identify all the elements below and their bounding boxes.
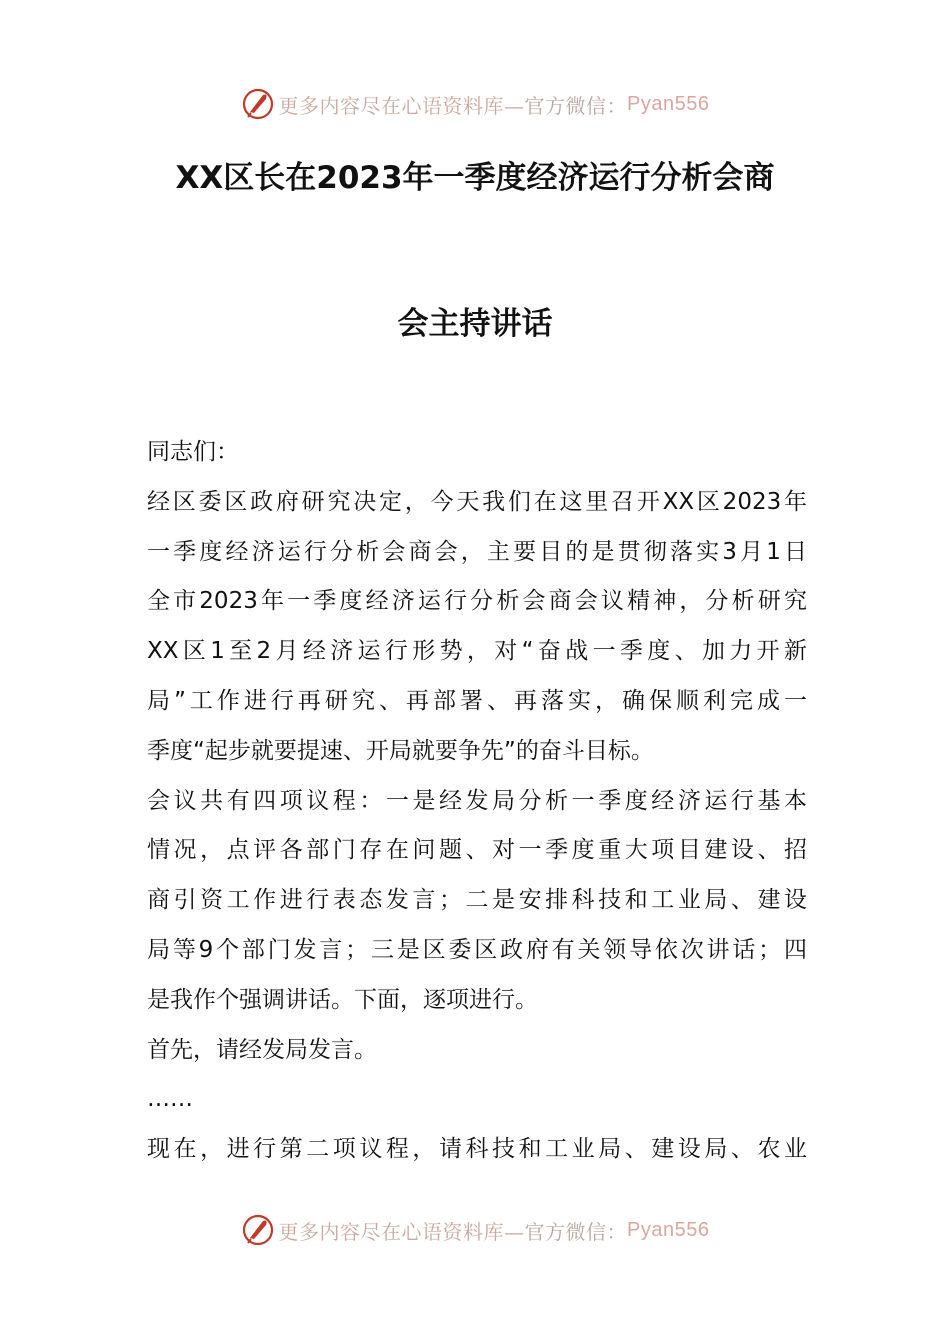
document-title-line-1: XX区长在2023年一季度经济运行分析会商 <box>175 160 775 196</box>
header-watermark <box>0 84 950 124</box>
body-line: 现在，进行第二项议程，请科技和工业局、建设局、农业 <box>147 1136 807 1163</box>
document-title-line-2: 会主持讲话 <box>397 306 553 342</box>
body-line: 经区委区政府研究决定，今天我们在这里召开XX区2023年 <box>147 488 807 515</box>
footer-watermark <box>0 1210 950 1250</box>
body-line: 是我作个强调讲话。下面，逐项进行。 <box>147 986 538 1013</box>
body-line: 局”工作进行再研究、再部署、再落实，确保顺利完成一 <box>147 687 807 714</box>
watermark-wechat-label: 官方微信： <box>524 1219 628 1244</box>
body-line: 全市2023年一季度经济运行分析会商会议精神，分析研究 <box>147 588 807 615</box>
body-line: 季度“起步就要提速、开局就要争先”的奋斗目标。 <box>147 737 654 764</box>
body-line: 局等9个部门发言；三是区委区政府有关领导依次讲话；四 <box>147 936 807 963</box>
body-line: 商引资工作进行表态发言；二是安排科技和工业局、建设 <box>147 887 807 914</box>
feather-pen-logo-icon <box>241 1213 275 1247</box>
watermark-wechat-label: 官方微信： <box>524 93 628 118</box>
body-line: 同志们： <box>147 439 239 465</box>
body-line: 一季度经济运行分析会商会，主要目的是贯彻落实3月1日 <box>147 538 807 565</box>
watermark-text: 更多内容尽在心语资料库— <box>278 93 525 118</box>
watermark-text: 更多内容尽在心语资料库— <box>278 1219 525 1244</box>
body-line: 会议共有四项议程：一是经发局分析一季度经济运行基本 <box>147 787 807 814</box>
watermark-wechat-id: Pyan556 <box>627 92 710 115</box>
document-body <box>147 428 807 1175</box>
feather-pen-logo-icon <box>241 87 275 121</box>
body-line: 情况，点评各部门存在问题、对一季度重大项目建设、招 <box>147 837 807 864</box>
watermark-wechat-id: Pyan556 <box>627 1218 710 1241</box>
body-line: XX区1至2月经济运行形势，对“奋战一季度、加力开新 <box>147 638 807 665</box>
body-line: …… <box>147 1086 193 1113</box>
body-line: 首先，请经发局发言。 <box>147 1036 377 1063</box>
